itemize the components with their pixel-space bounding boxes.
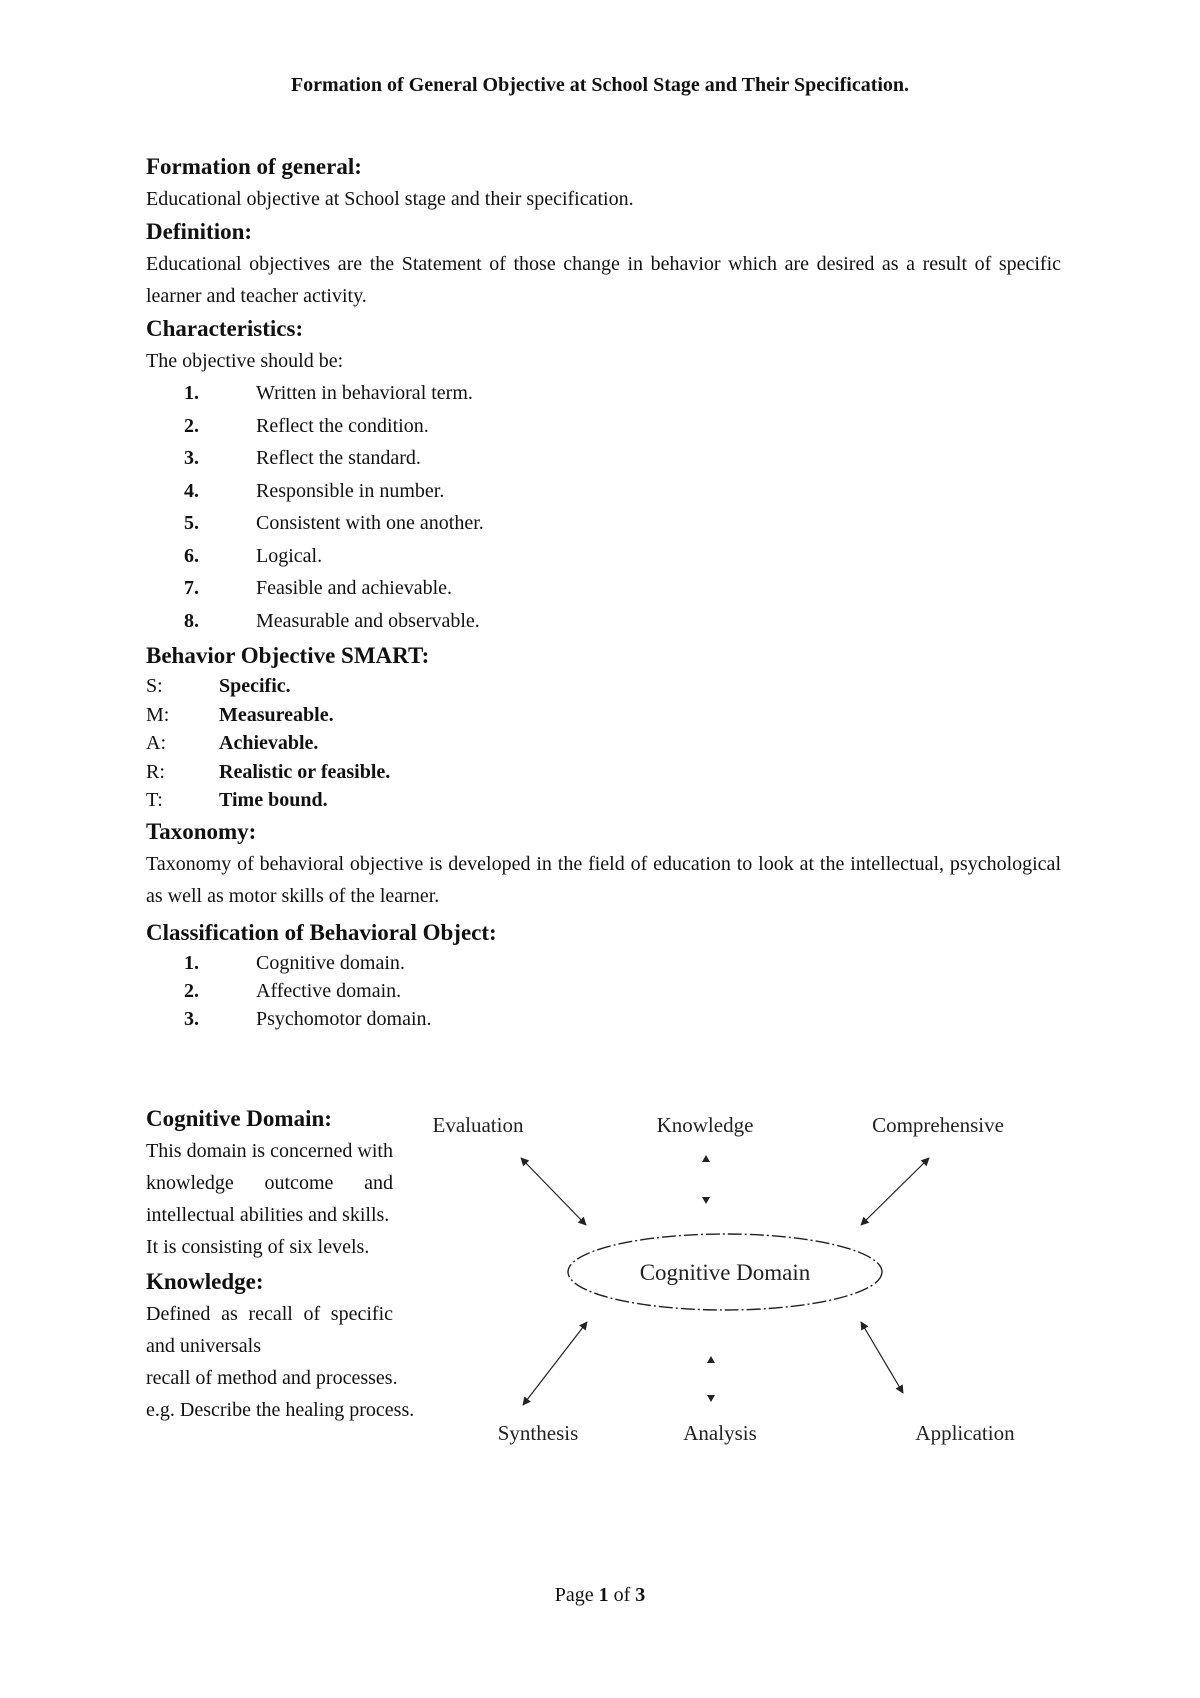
document-body — [146, 150, 1061, 1033]
list-item: M: Measureable. — [146, 703, 334, 726]
classification-list — [146, 949, 1061, 1033]
cognitive-text-2: It is consisting of six levels. — [146, 1236, 370, 1258]
taxonomy-heading: Taxonomy: — [146, 818, 257, 844]
list-item: 2. Reflect the condition. — [184, 414, 429, 437]
arrow-application — [861, 1322, 903, 1393]
taxonomy-text: Taxonomy of behavioral objective is developed in the field of education to look at the intellectual, psychological as well as motor skills of the learner. — [146, 852, 1061, 907]
list-item: 2. Affective domain. — [184, 979, 402, 1002]
knowledge-text-2: recall of method and processes. — [146, 1367, 398, 1389]
list-item: 8. Measurable and observable. — [184, 609, 480, 632]
list-item: 4. Responsible in number. — [184, 479, 445, 502]
node-evaluation: Evaluation — [432, 1113, 524, 1137]
knowledge-text: Defined as recall of specific and universals — [146, 1303, 393, 1357]
smart-list — [146, 672, 1061, 815]
arrow-evaluation — [521, 1158, 586, 1225]
arrow-analysis-down — [707, 1395, 715, 1402]
list-item: S: Specific. — [146, 675, 291, 697]
definition-text: Educational objectives are the Statement of those change in behavior which are desired as a result of specific learner and teacher activity. — [146, 253, 1061, 307]
diagram-center-label: Cognitive Domain — [639, 1260, 811, 1285]
knowledge-heading: Knowledge: — [146, 1269, 264, 1294]
classification-heading: Classification of Behavioral Object: — [146, 919, 497, 945]
cognitive-text: This domain is concerned with knowledge outcome and intellectual abilities and skills. — [146, 1140, 393, 1226]
list-item: 1. Cognitive domain. — [184, 951, 405, 974]
arrow-analysis-up — [707, 1356, 715, 1363]
list-item: R: Realistic or feasible. — [146, 760, 391, 783]
cognitive-domain-diagram — [420, 1100, 1080, 1460]
formation-text: Educational objective at School stage and their specification. — [146, 188, 634, 210]
node-comprehensive: Comprehensive — [872, 1113, 1004, 1137]
node-synthesis: Synthesis — [497, 1421, 579, 1445]
definition-heading: Definition: — [146, 219, 253, 244]
list-item: 3. Psychomotor domain. — [184, 1007, 432, 1030]
list-item: 6. Logical. — [184, 544, 323, 567]
arrow-synthesis — [523, 1322, 587, 1405]
cognitive-heading: Cognitive Domain: — [146, 1106, 332, 1131]
document-title: Formation of General Objective at School Stage and Their Specification. — [290, 74, 910, 96]
node-application: Application — [915, 1421, 1015, 1445]
characteristics-list — [146, 377, 1061, 637]
node-knowledge: Knowledge — [656, 1113, 754, 1137]
arrow-knowledge-up — [702, 1155, 710, 1162]
characteristics-heading: Characteristics: — [146, 316, 304, 341]
list-item: 3. Reflect the standard. — [184, 447, 421, 469]
list-item: 1. Written in behavioral term. — [184, 382, 473, 404]
smart-heading: Behavior Objective SMART: — [146, 643, 430, 668]
arrow-knowledge-down — [702, 1197, 710, 1204]
list-item: A: Achievable. — [146, 732, 319, 754]
list-item: 5. Consistent with one another. — [184, 512, 484, 534]
knowledge-text-3: e.g. Describe the healing process. — [146, 1399, 415, 1421]
cognitive-domain-section — [146, 1102, 415, 1426]
page-footer: Page 1 of 3 — [554, 1584, 646, 1606]
list-item: 7. Feasible and achievable. — [184, 577, 453, 599]
node-analysis: Analysis — [683, 1421, 757, 1445]
arrow-comprehensive — [861, 1158, 929, 1225]
characteristics-intro: The objective should be: — [146, 350, 344, 372]
formation-heading: Formation of general: — [146, 154, 362, 179]
list-item: T: Time bound. — [146, 789, 328, 811]
